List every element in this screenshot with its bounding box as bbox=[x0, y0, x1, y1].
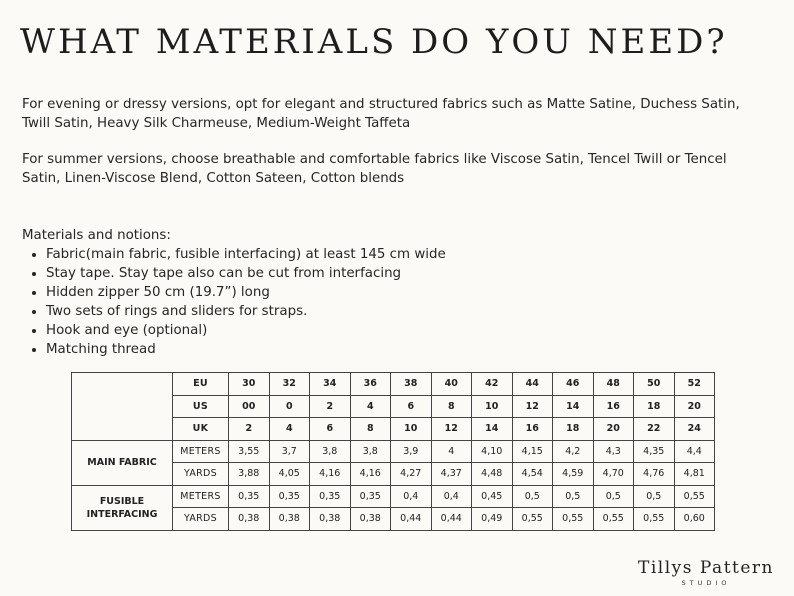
quantity-cell: 4,59 bbox=[553, 463, 594, 486]
quantity-cell: 4,10 bbox=[472, 440, 513, 463]
main-fabric-label: MAIN FABRIC bbox=[72, 440, 173, 485]
quantity-cell: 0,35 bbox=[229, 485, 270, 508]
size-cell: 18 bbox=[553, 418, 594, 441]
fusible-label-line-1: FUSIBLE bbox=[99, 495, 145, 507]
table-corner-cell bbox=[72, 373, 173, 441]
size-cell: 00 bbox=[229, 395, 270, 418]
size-cell: 6 bbox=[310, 418, 351, 441]
size-cell: 50 bbox=[634, 373, 675, 396]
list-item: • Two sets of rings and sliders for straps. bbox=[46, 302, 446, 321]
size-cell: 40 bbox=[431, 373, 472, 396]
size-cell: 12 bbox=[431, 418, 472, 441]
quantity-cell: 4,70 bbox=[593, 463, 634, 486]
size-cell: 36 bbox=[350, 373, 391, 396]
quantity-cell: 0,55 bbox=[553, 508, 594, 531]
fusible-label-line-2: INTERFACING bbox=[86, 508, 158, 520]
list-item: • Fabric(main fabric, fusible interfacing) at least 145 cm wide bbox=[46, 245, 446, 264]
list-item: • Hook and eye (optional) bbox=[46, 321, 446, 340]
size-cell: 46 bbox=[553, 373, 594, 396]
size-cell: 10 bbox=[391, 418, 432, 441]
quantity-cell: 0,49 bbox=[472, 508, 513, 531]
size-cell: 12 bbox=[512, 395, 553, 418]
size-cell: 2 bbox=[310, 395, 351, 418]
size-system-label: US bbox=[173, 395, 229, 418]
evening-fabrics-paragraph: For evening or dressy versions, opt for elegant and structured fabrics such as Matte Satine, Duchess Satin, Twill Satin, Heavy Silk Charmeuse, Medium-Weight Taffeta bbox=[22, 97, 740, 131]
size-cell: 34 bbox=[310, 373, 351, 396]
size-cell: 8 bbox=[350, 418, 391, 441]
size-cell: 20 bbox=[674, 395, 715, 418]
quantity-cell: 0,38 bbox=[229, 508, 270, 531]
quantity-cell: 0,45 bbox=[472, 485, 513, 508]
unit-label: YARDS bbox=[173, 463, 229, 486]
table-row bbox=[72, 485, 715, 508]
quantity-cell: 3,55 bbox=[229, 440, 270, 463]
quantity-cell: 4,76 bbox=[634, 463, 675, 486]
size-chart-table bbox=[71, 372, 715, 531]
fusible-interfacing-label bbox=[72, 485, 173, 530]
quantity-cell: 0,44 bbox=[431, 508, 472, 531]
size-cell: 16 bbox=[593, 395, 634, 418]
quantity-cell: 4,4 bbox=[674, 440, 715, 463]
size-cell: 14 bbox=[553, 395, 594, 418]
quantity-cell: 4,37 bbox=[431, 463, 472, 486]
quantity-cell: 0,5 bbox=[593, 485, 634, 508]
quantity-cell: 0,4 bbox=[391, 485, 432, 508]
quantity-cell: 4,16 bbox=[350, 463, 391, 486]
quantity-cell: 3,7 bbox=[269, 440, 310, 463]
notions-heading: Materials and notions: bbox=[22, 228, 171, 243]
quantity-cell: 0,35 bbox=[269, 485, 310, 508]
unit-label: YARDS bbox=[173, 508, 229, 531]
size-cell: 32 bbox=[269, 373, 310, 396]
size-cell: 14 bbox=[472, 418, 513, 441]
quantity-cell: 4,3 bbox=[593, 440, 634, 463]
quantity-cell: 0,38 bbox=[350, 508, 391, 531]
size-cell: 44 bbox=[512, 373, 553, 396]
quantity-cell: 4,2 bbox=[553, 440, 594, 463]
quantity-cell: 4,15 bbox=[512, 440, 553, 463]
size-cell: 8 bbox=[431, 395, 472, 418]
quantity-cell: 0,55 bbox=[634, 508, 675, 531]
quantity-cell: 4,35 bbox=[634, 440, 675, 463]
brand-subtitle: STUDIO bbox=[681, 579, 731, 587]
size-cell: 10 bbox=[472, 395, 513, 418]
quantity-cell: 0,44 bbox=[391, 508, 432, 531]
quantity-cell: 4,05 bbox=[269, 463, 310, 486]
quantity-cell: 4,48 bbox=[472, 463, 513, 486]
quantity-cell: 0,38 bbox=[310, 508, 351, 531]
size-cell: 0 bbox=[269, 395, 310, 418]
quantity-cell: 0,35 bbox=[350, 485, 391, 508]
size-cell: 30 bbox=[229, 373, 270, 396]
size-system-label: EU bbox=[173, 373, 229, 396]
size-cell: 20 bbox=[593, 418, 634, 441]
quantity-cell: 0,5 bbox=[553, 485, 594, 508]
size-cell: 52 bbox=[674, 373, 715, 396]
quantity-cell: 4,81 bbox=[674, 463, 715, 486]
notions-list bbox=[22, 245, 446, 359]
quantity-cell: 0,5 bbox=[634, 485, 675, 508]
brand-logo bbox=[638, 558, 774, 587]
quantity-cell: 0,5 bbox=[512, 485, 553, 508]
quantity-cell: 3,9 bbox=[391, 440, 432, 463]
brand-name: Tillys Pattern bbox=[638, 558, 774, 578]
quantity-cell: 4,27 bbox=[391, 463, 432, 486]
quantity-cell: 4,16 bbox=[310, 463, 351, 486]
quantity-cell: 3,8 bbox=[310, 440, 351, 463]
unit-label: METERS bbox=[173, 440, 229, 463]
summer-fabrics-paragraph: For summer versions, choose breathable and comfortable fabrics like Viscose Satin, Tencel Twill or Tencel Satin, Linen-Viscose Blend, Cotton Sateen, Cotton blends bbox=[22, 152, 727, 186]
size-cell: 18 bbox=[634, 395, 675, 418]
quantity-cell: 4,54 bbox=[512, 463, 553, 486]
quantity-cell: 3,8 bbox=[350, 440, 391, 463]
quantity-cell: 4 bbox=[431, 440, 472, 463]
size-cell: 48 bbox=[593, 373, 634, 396]
size-system-label: UK bbox=[173, 418, 229, 441]
size-cell: 24 bbox=[674, 418, 715, 441]
size-header-row bbox=[72, 373, 715, 396]
size-cell: 16 bbox=[512, 418, 553, 441]
page-title: WHAT MATERIALS DO YOU NEED? bbox=[20, 22, 728, 62]
size-cell: 2 bbox=[229, 418, 270, 441]
quantity-cell: 0,4 bbox=[431, 485, 472, 508]
size-cell: 6 bbox=[391, 395, 432, 418]
quantity-cell: 0,55 bbox=[512, 508, 553, 531]
list-item: • Stay tape. Stay tape also can be cut from interfacing bbox=[46, 264, 446, 283]
table-row bbox=[72, 440, 715, 463]
quantity-cell: 0,60 bbox=[674, 508, 715, 531]
size-cell: 22 bbox=[634, 418, 675, 441]
quantity-cell: 0,38 bbox=[269, 508, 310, 531]
size-cell: 4 bbox=[269, 418, 310, 441]
size-cell: 4 bbox=[350, 395, 391, 418]
quantity-cell: 0,55 bbox=[674, 485, 715, 508]
list-item: • Matching thread bbox=[46, 340, 446, 359]
unit-label: METERS bbox=[173, 485, 229, 508]
quantity-cell: 3,88 bbox=[229, 463, 270, 486]
size-cell: 38 bbox=[391, 373, 432, 396]
quantity-cell: 0,35 bbox=[310, 485, 351, 508]
list-item: • Hidden zipper 50 cm (19.7”) long bbox=[46, 283, 446, 302]
size-cell: 42 bbox=[472, 373, 513, 396]
notions-section bbox=[22, 226, 446, 359]
quantity-cell: 0,55 bbox=[593, 508, 634, 531]
